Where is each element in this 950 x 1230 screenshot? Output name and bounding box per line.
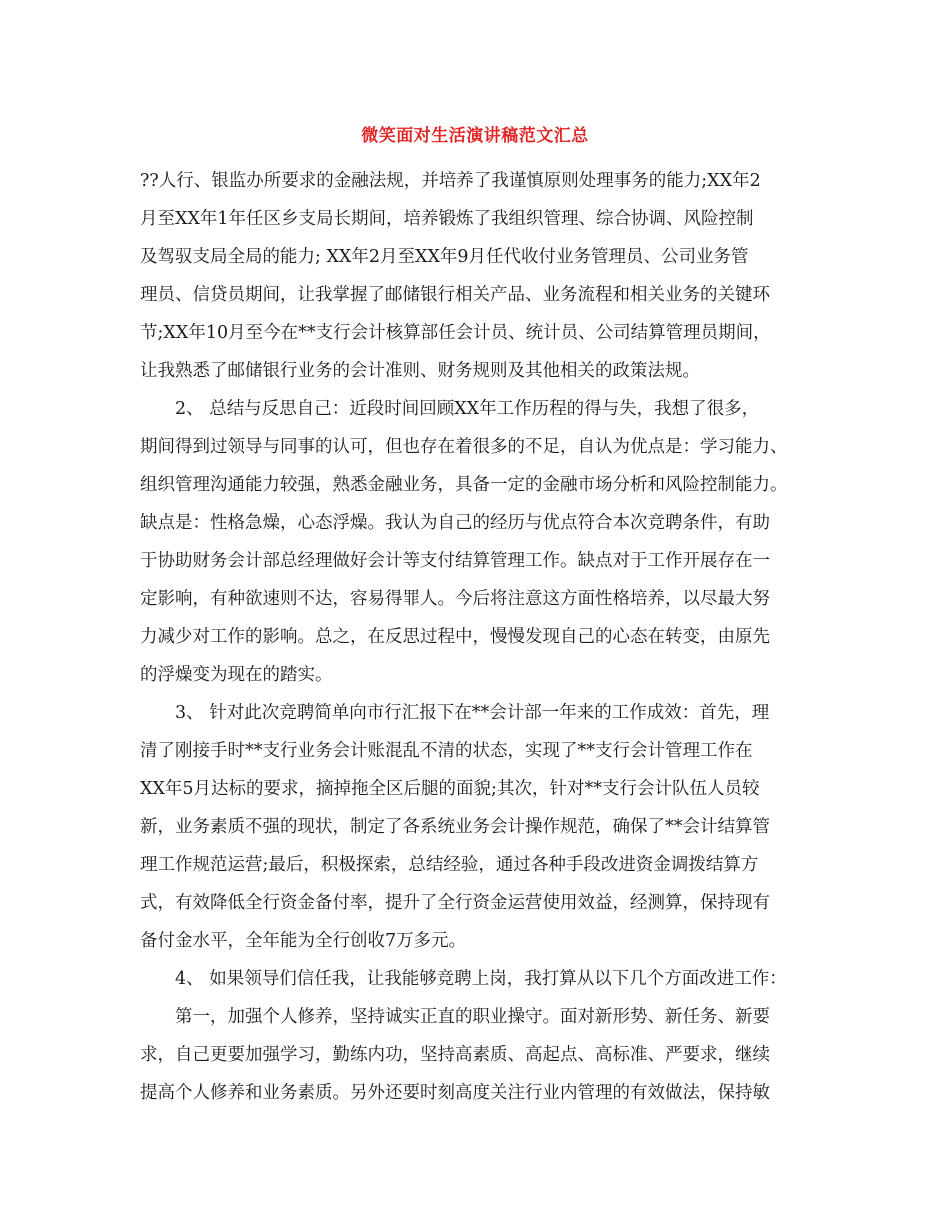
paragraph-line: 理员、信贷员期间，让我掌握了邮储银行相关产品、业务流程和相关业务的关键环 <box>140 285 770 305</box>
paragraph-line: 于协助财务会计部总经理做好会计等支付结算管理工作。缺点对于工作开展存在一 <box>140 551 770 571</box>
paragraph-line: 月至XX年1年任区乡支局长期间，培养锻炼了我组织管理、综合协调、风险控制 <box>140 209 754 229</box>
paragraph-line: 节;XX年10月至今在**支行会计核算部任会计员、统计员、公司结算管理员期间， <box>140 323 771 343</box>
paragraph-line: 缺点是：性格急燥，心态浮燥。我认为自己的经历与优点符合本次竞聘条件，有助 <box>140 513 770 533</box>
paragraph-line: 求，自己更要加强学习，勤练内功，坚持高素质、高起点、高标准、严要求，继续 <box>140 1045 770 1065</box>
paragraph-line: 及驾驭支局全局的能力; XX年2月至XX年9月任代收付业务管理员、公司业务管 <box>140 247 749 267</box>
paragraph-line: 力减少对工作的影响。总之，在反思过程中，慢慢发现自己的心态在转变，由原先 <box>140 627 770 647</box>
paragraph-line: 定影响，有种欲速则不达，容易得罪人。今后将注意这方面性格培养，以尽最大努 <box>140 589 770 609</box>
paragraph-line: 理工作规范运营;最后，积极探索，总结经验，通过各种手段改进资金调拨结算方 <box>140 855 759 875</box>
paragraph-line: 式，有效降低全行资金备付率，提升了全行资金运营使用效益，经测算，保持现有 <box>140 893 770 913</box>
paragraph-line: ??人行、银监办所要求的金融法规，并培养了我谨慎原则处理事务的能力;XX年2 <box>140 171 761 191</box>
paragraph-line: 第一，加强个人修养，坚持诚实正直的职业操守。面对新形势、新任务、新要 <box>175 1007 770 1027</box>
paragraph-line: 4、 如果领导们信任我，让我能够竞聘上岗，我打算从以下几个方面改进工作： <box>175 969 787 989</box>
paragraph-line: 组织管理沟通能力较强，熟悉金融业务，具备一定的金融市场分析和风险控制能力。 <box>140 475 788 495</box>
paragraph-line: 让我熟悉了邮储银行业务的会计准则、财务规则及其他相关的政策法规。 <box>140 361 700 381</box>
paragraph-line: 3、 针对此次竞聘简单向市行汇报下在**会计部一年来的工作成效：首先，理 <box>175 703 770 723</box>
document-title: 微笑面对生活演讲稿范文汇总 <box>361 126 589 146</box>
paragraph-line: 备付金水平，全年能为全行创收7万多元。 <box>140 931 467 951</box>
paragraph-line: 期间得到过领导与同事的认可，但也存在着很多的不足，自认为优点是：学习能力、 <box>140 437 788 457</box>
paragraph-line: 2、 总结与反思自己：近段时间回顾XX年工作历程的得与失，我想了很多， <box>175 399 760 419</box>
paragraph-line: XX年5月达标的要求，摘掉拖全区后腿的面貌;其次，针对**支行会计队伍人员较 <box>140 779 760 799</box>
paragraph-line: 新，业务素质不强的现状，制定了各系统业务会计操作规范，确保了**会计结算管 <box>140 817 770 837</box>
paragraph-line: 的浮燥变为现在的踏实。 <box>140 665 333 685</box>
paragraph-line: 提高个人修养和业务素质。另外还要时刻高度关注行业内管理的有效做法，保持敏 <box>140 1083 770 1103</box>
paragraph-line: 清了刚接手时**支行业务会计账混乱不清的状态，实现了**支行会计管理工作在 <box>140 741 753 761</box>
